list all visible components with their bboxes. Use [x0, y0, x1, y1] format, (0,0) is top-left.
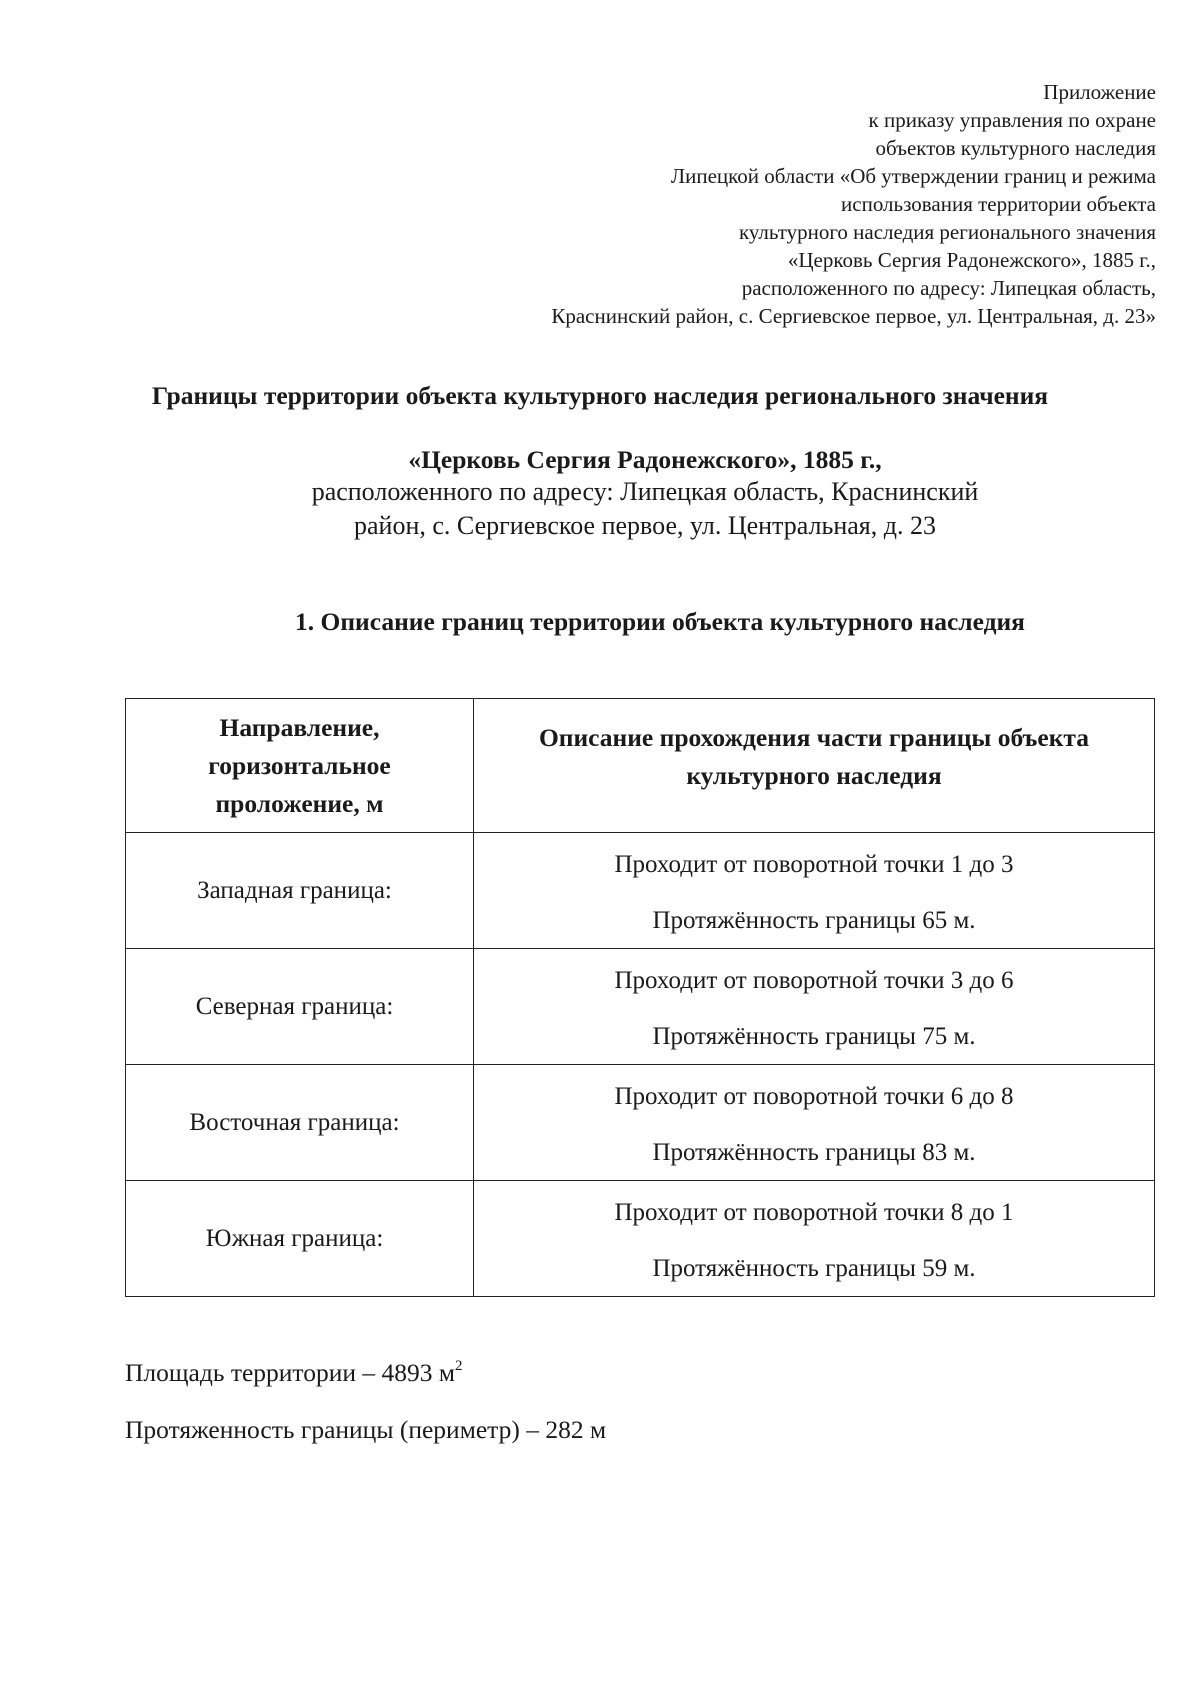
header-direction-line: проложение, м [215, 788, 384, 818]
appendix-header-line: расположенного по адресу: Липецкая область, [741, 276, 1156, 300]
header-description [474, 699, 1155, 833]
direction-cell: Западная граница: [126, 833, 474, 949]
appendix-header-line: культурного наследия регионального значения [738, 220, 1156, 244]
direction-cell: Восточная граница: [126, 1065, 474, 1181]
length-text: Протяжённость границы 65 м. [652, 906, 976, 934]
appendix-header-line: Липецкой области «Об утверждении границ и режима [670, 164, 1156, 188]
table-row [126, 949, 1155, 1065]
address-line: расположенного по адресу: Липецкая область, Краснинский [311, 477, 979, 506]
description-cell [474, 1065, 1155, 1181]
table-header-row [126, 699, 1155, 833]
table-row [126, 833, 1155, 949]
passes-text: Проходит от поворотной точки 3 до 6 [614, 966, 1014, 994]
length-text: Протяжённость границы 75 м. [652, 1022, 976, 1050]
document-title: Границы территории объекта культурного наследия регионального значения [151, 381, 1049, 410]
perimeter-summary: Протяженность границы (периметр) – 282 м [125, 1415, 607, 1444]
table-row [126, 1181, 1155, 1297]
appendix-header-line: Приложение [1043, 80, 1156, 104]
passes-text: Проходит от поворотной точки 8 до 1 [614, 1198, 1014, 1226]
header-description-line: культурного наследия [686, 761, 942, 790]
description-cell [474, 949, 1155, 1065]
length-text: Протяжённость границы 83 м. [652, 1138, 976, 1166]
object-address [0, 475, 1200, 543]
appendix-header-line: Краснинский район, с. Сергиевское первое, ул. Центральная, д. 23» [551, 304, 1156, 328]
direction-cell: Южная граница: [126, 1181, 474, 1297]
direction-cell: Северная граница: [126, 949, 474, 1065]
area-summary [125, 1356, 463, 1390]
length-text: Протяжённость границы 59 м. [652, 1254, 976, 1282]
section-title: 1. Описание границ территории объекта культурного наследия [295, 607, 1025, 636]
header-direction-line: горизонтальное [208, 750, 391, 780]
passes-text: Проходит от поворотной точки 6 до 8 [614, 1082, 1014, 1110]
header-description-line: Описание прохождения части границы объекта [538, 723, 1090, 752]
header-direction-line: Направление, [219, 712, 380, 742]
appendix-header-line: объектов культурного наследия [875, 136, 1156, 160]
description-cell [474, 833, 1155, 949]
object-name: «Церковь Сергия Радонежского», 1885 г., [408, 445, 882, 474]
passes-text: Проходит от поворотной точки 1 до 3 [614, 850, 1014, 878]
appendix-header [396, 78, 1156, 330]
address-line: район, с. Сергиевское первое, ул. Центральная, д. 23 [354, 511, 936, 540]
appendix-header-line: «Церковь Сергия Радонежского», 1885 г., [787, 248, 1156, 272]
boundaries-table [125, 698, 1155, 1297]
appendix-header-line: использования территории объекта [841, 192, 1156, 216]
appendix-header-line: к приказу управления по охране [868, 108, 1156, 132]
area-text: Площадь территории – 4893 м [125, 1358, 456, 1387]
header-direction [126, 699, 474, 833]
table-row [126, 1065, 1155, 1181]
description-cell [474, 1181, 1155, 1297]
area-unit-superscript: 2 [455, 1358, 463, 1374]
